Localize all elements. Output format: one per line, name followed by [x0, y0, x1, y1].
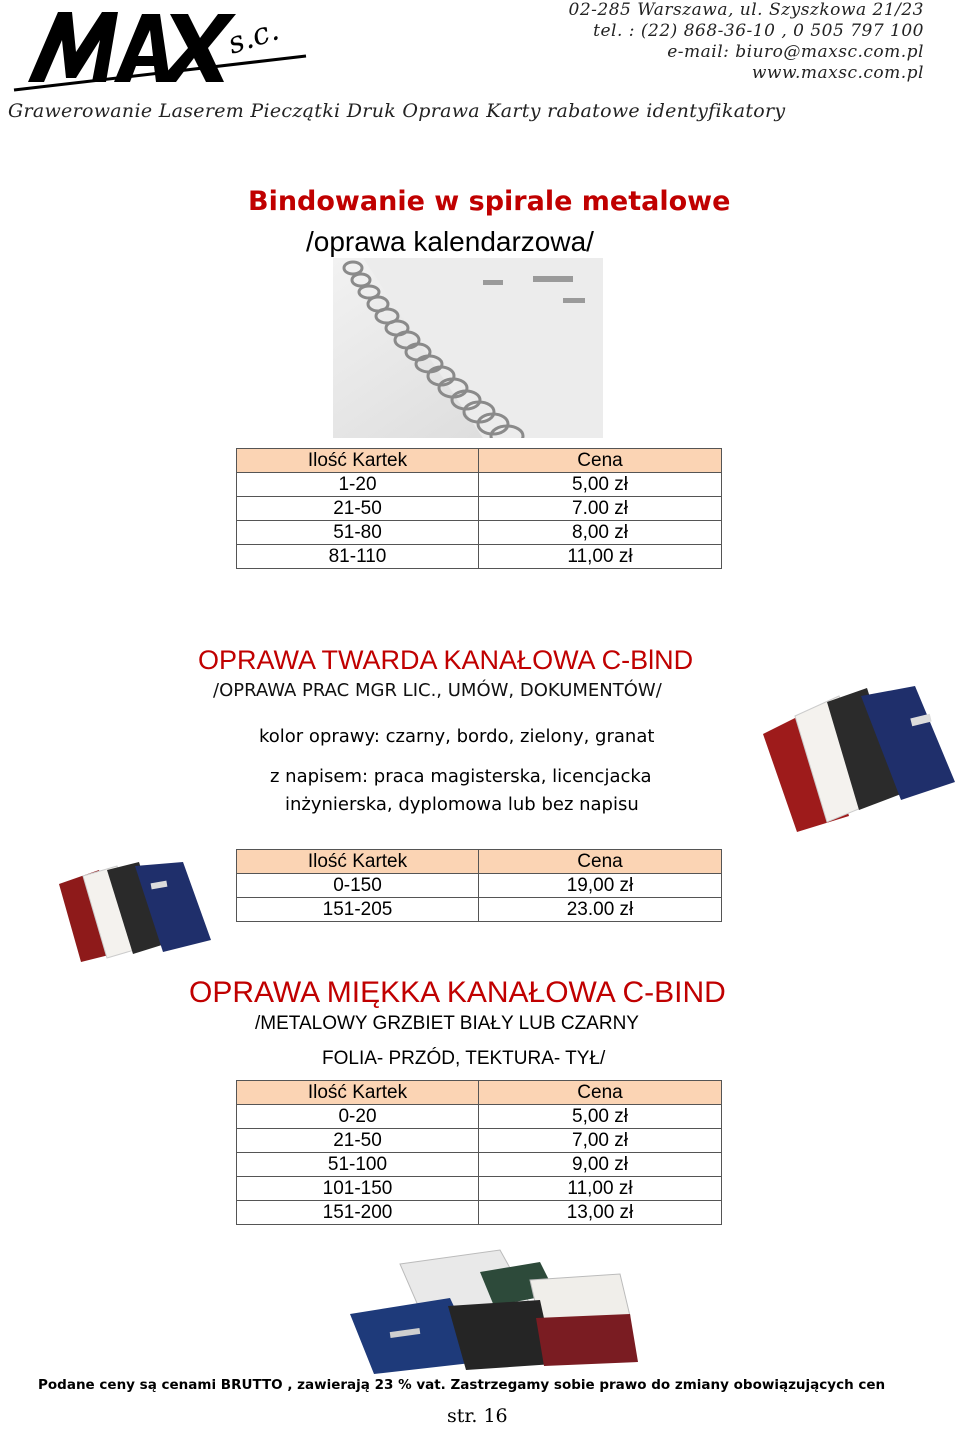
price-cell: 23.00 zł [479, 898, 722, 922]
table-row [237, 874, 722, 898]
table-header-row [237, 449, 722, 473]
colors-line: kolor oprawy: czarny, bordo, zielony, granat [259, 726, 655, 747]
section2-subtitle: /OPRAWA PRAC MGR LIC., UMÓW, DOKUMENTÓW/ [213, 680, 662, 701]
section1-title: Bindowanie w spirale metalowe [248, 186, 731, 217]
qty-cell: 51-100 [237, 1153, 479, 1177]
soft-cover-price-table [236, 1080, 722, 1225]
svg-text:s.c.: s.c. [223, 12, 284, 62]
qty-cell: 21-50 [237, 497, 479, 521]
table-row [237, 1153, 722, 1177]
section3-subtitle2: FOLIA- PRZÓD, TEKTURA- TYŁ/ [322, 1048, 606, 1069]
inscription-line1: z napisem: praca magisterska, licencjacka [270, 766, 652, 787]
price-disclaimer: Podane ceny są cenami BRUTTO , zawierają 23 % vat. Zastrzegamy sobie prawo do zmiany obowiązujących cen [38, 1377, 886, 1393]
price-cell: 19,00 zł [479, 874, 722, 898]
spiral-price-table [236, 448, 722, 569]
table-row [237, 898, 722, 922]
tagline: Grawerowanie Laserem Pieczątki Druk Oprawa Karty rabatowe identyfikatory [8, 100, 786, 122]
price-header: Cena [479, 850, 722, 874]
qty-cell: 1-20 [237, 473, 479, 497]
inscription-line2: inżynierska, dyplomowa lub bez napisu [285, 794, 639, 815]
spiral-binding-photo [333, 258, 603, 438]
section3-subtitle1: /METALOWY GRZBIET BIAŁY LUB CZARNY [255, 1013, 639, 1034]
company-logo [10, 0, 310, 95]
qty-cell: 151-200 [237, 1201, 479, 1225]
hard-covers-photo-left [55, 862, 215, 962]
section3-title: OPRAWA MIĘKKA KANAŁOWA C-BIND [189, 976, 726, 1009]
section1-subtitle: /oprawa kalendarzowa/ [306, 226, 594, 257]
section2-title: OPRAWA TWARDA KANAŁOWA C-BlND [198, 645, 694, 675]
hard-cover-price-table [236, 849, 722, 922]
table-row [237, 1177, 722, 1201]
price-header: Cena [479, 1081, 722, 1105]
hard-covers-photo-right [755, 686, 960, 834]
price-cell: 5,00 zł [479, 1105, 722, 1129]
address: 02-285 Warszawa, ul. Szyszkowa 21/23 [568, 0, 924, 20]
page-number: str. 16 [447, 1405, 508, 1427]
price-cell: 8,00 zł [479, 521, 722, 545]
price-cell: 5,00 zł [479, 473, 722, 497]
table-row [237, 545, 722, 569]
website: www.maxsc.com.pl [751, 63, 924, 83]
contact-block [569, 0, 925, 84]
qty-cell: 0-150 [237, 874, 479, 898]
table-row [237, 521, 722, 545]
price-cell: 11,00 zł [479, 545, 722, 569]
email: e-mail: biuro@maxsc.com.pl [667, 42, 924, 62]
qty-header: Ilość Kartek [237, 449, 479, 473]
price-cell: 7,00 zł [479, 1129, 722, 1153]
qty-cell: 101-150 [237, 1177, 479, 1201]
table-row [237, 1129, 722, 1153]
phone: tel. : (22) 868-36-10 , 0 505 797 100 [593, 21, 924, 41]
table-row [237, 1201, 722, 1225]
table-header-row [237, 1081, 722, 1105]
qty-cell: 151-205 [237, 898, 479, 922]
table-row [237, 497, 722, 521]
qty-cell: 51-80 [237, 521, 479, 545]
price-cell: 11,00 zł [479, 1177, 722, 1201]
table-row [237, 1105, 722, 1129]
qty-cell: 21-50 [237, 1129, 479, 1153]
qty-cell: 0-20 [237, 1105, 479, 1129]
price-header: Cena [479, 449, 722, 473]
qty-header: Ilość Kartek [237, 850, 479, 874]
price-cell: 13,00 zł [479, 1201, 722, 1225]
table-header-row [237, 850, 722, 874]
qty-header: Ilość Kartek [237, 1081, 479, 1105]
soft-covers-photo [330, 1244, 660, 1374]
price-cell: 9,00 zł [479, 1153, 722, 1177]
table-row [237, 473, 722, 497]
price-cell: 7.00 zł [479, 497, 722, 521]
qty-cell: 81-110 [237, 545, 479, 569]
